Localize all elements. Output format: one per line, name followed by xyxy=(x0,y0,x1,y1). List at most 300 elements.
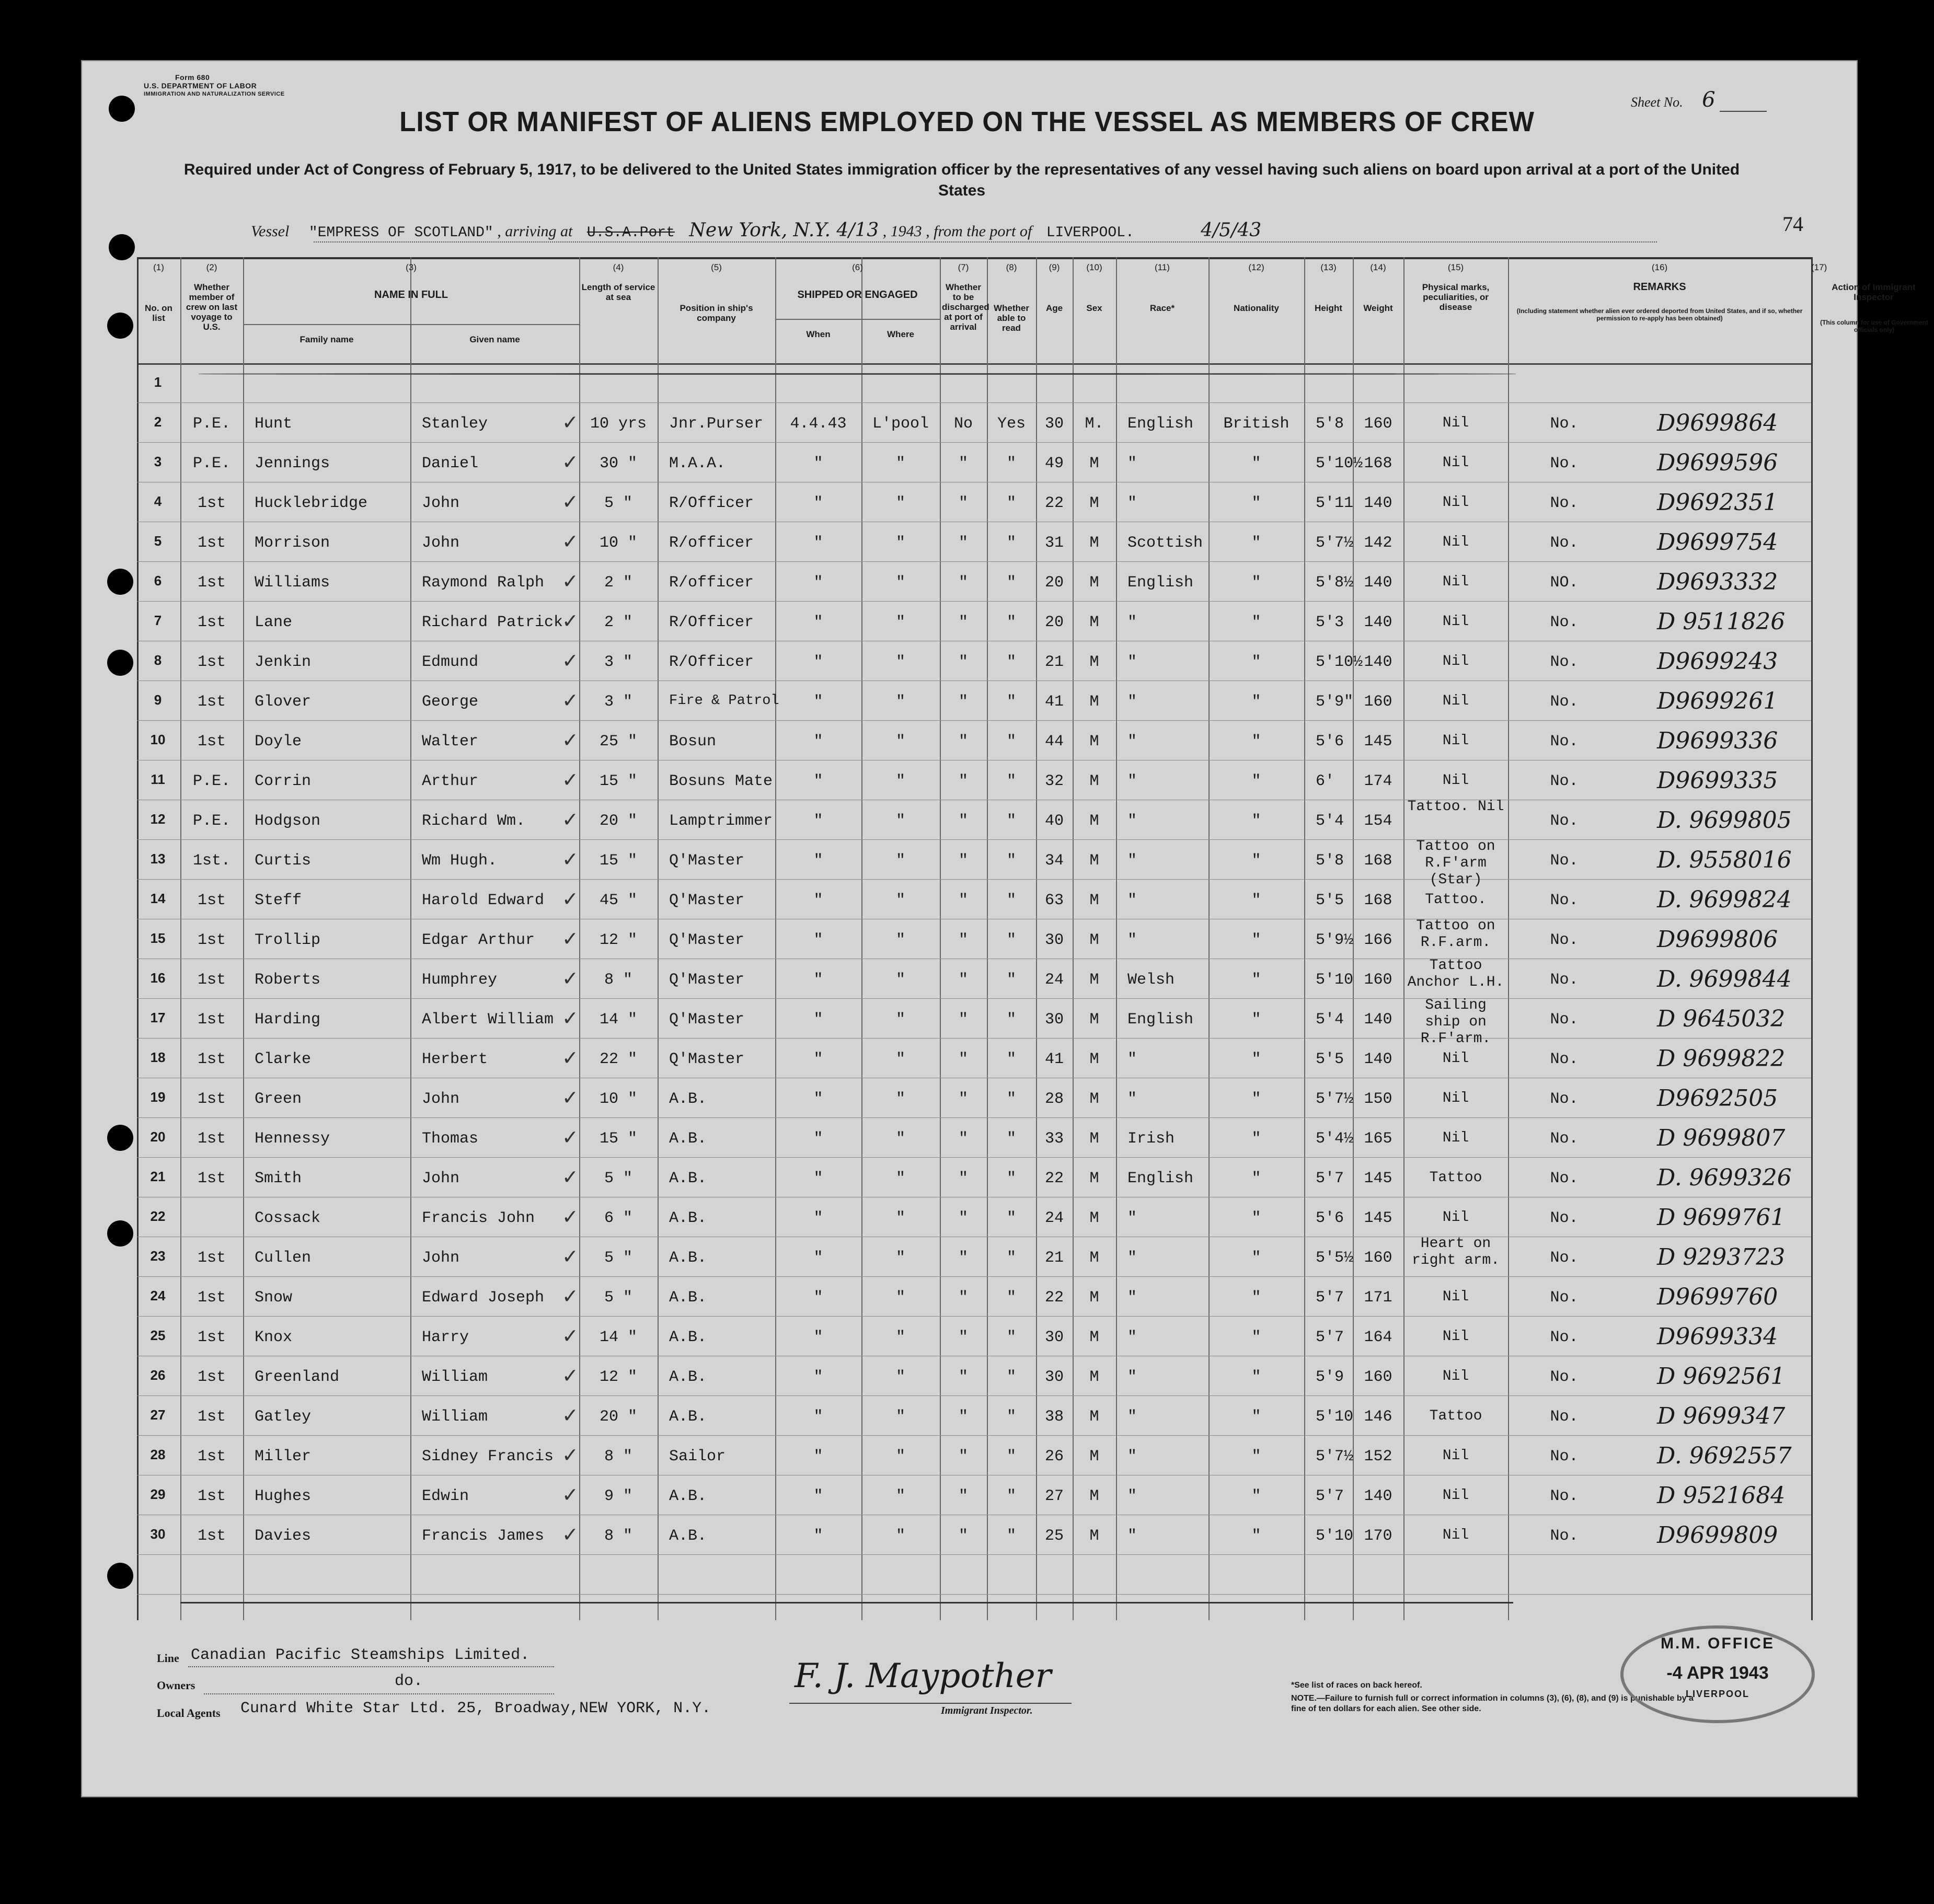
check-mark-icon: ✓ xyxy=(562,530,579,553)
cell-weight: 140 xyxy=(1364,1487,1392,1505)
row-line xyxy=(137,1117,1811,1118)
row-number: 25 xyxy=(150,1328,166,1343)
cell-sex: M xyxy=(1089,1329,1099,1346)
cell-remarks: No. xyxy=(1550,415,1579,433)
cell-position: A.B. xyxy=(669,1527,707,1545)
cell-position: M.A.A. xyxy=(669,455,726,472)
cell-read: " xyxy=(1006,812,1016,830)
cell-sex: M xyxy=(1089,971,1099,989)
cell-discharged: " xyxy=(958,772,968,790)
cell-height: 6' xyxy=(1316,772,1335,790)
cell-height: 5'5 xyxy=(1316,1051,1344,1068)
row-number: 18 xyxy=(150,1049,166,1065)
row-number: 29 xyxy=(150,1486,166,1502)
cell-given: Walter xyxy=(422,733,479,751)
year: , 1943 xyxy=(882,223,922,240)
cell-family: Glover xyxy=(255,693,312,711)
cell-sex: M xyxy=(1089,574,1099,592)
row-number: 14 xyxy=(150,891,166,906)
cell-position: Bosuns Mate xyxy=(669,772,773,790)
cell-service: 12 " xyxy=(599,931,637,949)
punch-hole xyxy=(109,234,135,260)
cell-given: Edmund xyxy=(422,653,479,671)
cell-given: Harold Edward xyxy=(422,892,545,909)
cell-read: " xyxy=(1006,772,1016,790)
cell-crew: P.E. xyxy=(192,812,231,830)
check-mark-icon: ✓ xyxy=(562,768,579,791)
cell-race: " xyxy=(1127,852,1137,870)
check-mark-icon: ✓ xyxy=(562,1364,579,1387)
cell-age: 30 xyxy=(1044,931,1064,949)
cell-age: 24 xyxy=(1044,1209,1064,1227)
cell-height: 5'7 xyxy=(1316,1487,1344,1505)
cell-remarks: No. xyxy=(1550,494,1579,512)
cell-given: Richard Patrick xyxy=(422,614,563,631)
cell-sex: M xyxy=(1089,812,1099,830)
check-mark-icon: ✓ xyxy=(562,1483,579,1506)
cell-family: Trollip xyxy=(255,931,321,949)
cell-race: " xyxy=(1127,812,1137,830)
cell-race: " xyxy=(1127,1209,1137,1227)
cell-nationality: " xyxy=(1251,614,1261,631)
cell-age: 26 xyxy=(1044,1448,1064,1465)
cell-crew: P.E. xyxy=(192,415,231,433)
cell-family: Jenkin xyxy=(255,653,312,671)
cell-nationality: " xyxy=(1251,455,1261,472)
departure-port: LIVERPOOL. xyxy=(1046,225,1134,241)
cell-weight: 166 xyxy=(1364,931,1392,949)
cell-age: 22 xyxy=(1044,1170,1064,1187)
check-mark-icon: ✓ xyxy=(562,927,579,950)
cell-where: " xyxy=(895,1209,905,1227)
cell-position: Q'Master xyxy=(669,1051,745,1068)
column-subheader-c3b: Given name xyxy=(469,334,520,344)
cell-nationality: " xyxy=(1251,1289,1261,1307)
cell-action: D. 9699805 xyxy=(1657,807,1792,834)
cell-where: " xyxy=(895,852,905,870)
cell-read: " xyxy=(1006,971,1016,989)
cell-height: 5'6 xyxy=(1316,733,1344,751)
cell-sex: M xyxy=(1089,1408,1099,1426)
cell-given: Raymond Ralph xyxy=(422,574,545,592)
struck-port: U.S.A.Port xyxy=(586,225,675,241)
cell-crew: 1st xyxy=(197,494,226,512)
cell-nationality: " xyxy=(1251,1368,1261,1386)
cell-family: Hughes xyxy=(255,1487,312,1505)
cell-position: A.B. xyxy=(669,1368,707,1386)
cell-service: 22 " xyxy=(599,1051,637,1068)
cell-nationality: " xyxy=(1251,1051,1261,1068)
row-line xyxy=(137,839,1811,840)
cell-given: Edgar Arthur xyxy=(422,931,535,949)
cell-read: " xyxy=(1006,1011,1016,1029)
cell-where: " xyxy=(895,812,905,830)
cell-where: " xyxy=(895,1249,905,1267)
cell-height: 5'4½ xyxy=(1316,1130,1354,1148)
form-number: Form 680 xyxy=(175,73,210,82)
cell-service: 2 " xyxy=(604,574,632,592)
cell-when: " xyxy=(813,653,823,671)
cell-given: John xyxy=(422,1249,460,1267)
cell-remarks: No. xyxy=(1550,614,1579,631)
cell-where: " xyxy=(895,1011,905,1029)
cell-marks: Nil xyxy=(1442,614,1469,630)
cell-sex: M xyxy=(1089,892,1099,909)
cell-position: Sailor xyxy=(669,1448,726,1465)
cell-nationality: " xyxy=(1251,892,1261,909)
check-mark-icon: ✓ xyxy=(562,609,579,632)
cell-nationality: " xyxy=(1251,1090,1261,1108)
cell-where: " xyxy=(895,494,905,512)
cell-when: " xyxy=(813,1368,823,1386)
cell-discharged: " xyxy=(958,1090,968,1108)
cell-sex: M xyxy=(1089,852,1099,870)
cell-discharged: " xyxy=(958,733,968,751)
cell-given: Sidney Francis xyxy=(422,1448,554,1465)
cell-remarks: No. xyxy=(1550,1368,1579,1386)
row-number: 2 xyxy=(154,414,162,430)
cell-read: " xyxy=(1006,1527,1016,1545)
service: IMMIGRATION AND NATURALIZATION SERVICE xyxy=(144,91,285,97)
cell-marks: Nil xyxy=(1442,1130,1469,1146)
cell-when: " xyxy=(813,494,823,512)
cell-height: 5'9" xyxy=(1316,693,1354,711)
cell-height: 5'9½ xyxy=(1316,931,1354,949)
cell-height: 5'10 xyxy=(1316,1527,1354,1545)
cell-service: 3 " xyxy=(604,653,632,671)
cell-where: " xyxy=(895,1408,905,1426)
cell-given: William xyxy=(422,1368,488,1386)
cell-height: 5'8 xyxy=(1316,415,1344,433)
cell-weight: 168 xyxy=(1364,852,1392,870)
cell-weight: 142 xyxy=(1364,534,1392,552)
column-header-c2: Whether member of crew on last voyage to U.S. xyxy=(186,282,238,332)
cell-age: 20 xyxy=(1044,614,1064,631)
cell-nationality: " xyxy=(1251,1329,1261,1346)
cell-race: " xyxy=(1127,1051,1137,1068)
cell-given: George xyxy=(422,693,479,711)
inspector-signature: F. J. Maypother xyxy=(795,1657,1052,1695)
cell-marks: Tattoo. xyxy=(1425,892,1487,908)
cell-family: Hodgson xyxy=(255,812,321,830)
cell-weight: 171 xyxy=(1364,1289,1392,1307)
cell-given: Edward Joseph xyxy=(422,1289,545,1307)
column-divider xyxy=(410,257,411,1620)
cell-family: Steff xyxy=(255,892,302,909)
cell-action: D9699806 xyxy=(1657,926,1778,953)
cell-service: 14 " xyxy=(599,1329,637,1346)
check-mark-icon: ✓ xyxy=(562,490,579,513)
cell-service: 8 " xyxy=(604,1527,632,1545)
cell-action: D 9699822 xyxy=(1657,1045,1786,1072)
cell-nationality: " xyxy=(1251,772,1261,790)
cell-action: D 9521684 xyxy=(1657,1482,1786,1509)
check-mark-icon: ✓ xyxy=(562,1166,579,1188)
cell-crew: 1st xyxy=(197,574,226,592)
column-header-c16: REMARKS xyxy=(1633,281,1686,293)
cell-action: D9699596 xyxy=(1657,449,1778,476)
cell-marks: Nil xyxy=(1442,733,1469,749)
cell-remarks: No. xyxy=(1550,931,1579,949)
check-mark-icon: ✓ xyxy=(562,1007,579,1030)
row-number: 19 xyxy=(150,1089,166,1105)
cell-remarks: No. xyxy=(1550,693,1579,711)
row-number: 9 xyxy=(154,692,162,708)
cell-position: R/officer xyxy=(669,534,754,552)
cell-action: D9699335 xyxy=(1657,767,1778,794)
cell-action: D 9645032 xyxy=(1657,1006,1786,1032)
cell-when: " xyxy=(813,772,823,790)
column-divider xyxy=(1304,257,1305,1620)
cell-age: 63 xyxy=(1044,892,1064,909)
cell-race: " xyxy=(1127,455,1137,472)
cell-remarks: No. xyxy=(1550,852,1579,870)
cell-weight: 150 xyxy=(1364,1090,1392,1108)
punch-hole xyxy=(107,1220,133,1247)
row-number: 13 xyxy=(150,851,166,867)
cell-race: English xyxy=(1127,1011,1194,1029)
cell-given: Humphrey xyxy=(422,971,498,989)
cell-where: " xyxy=(895,971,905,989)
row-number: 27 xyxy=(150,1407,166,1423)
cell-action: D9699336 xyxy=(1657,728,1778,754)
cell-discharged: " xyxy=(958,1051,968,1068)
cell-marks: Nil xyxy=(1442,1368,1469,1384)
cell-when: " xyxy=(813,574,823,592)
cell-read: " xyxy=(1006,1487,1016,1505)
row-number: 24 xyxy=(150,1288,166,1303)
cell-discharged: " xyxy=(958,1448,968,1465)
cell-sex: M xyxy=(1089,733,1099,751)
cell-when: " xyxy=(813,1448,823,1465)
cell-marks: Sailing ship on R.F'arm. xyxy=(1420,997,1491,1047)
cell-height: 5'7½ xyxy=(1316,534,1354,552)
column-divider xyxy=(1116,257,1117,1620)
row-line xyxy=(137,1395,1811,1396)
cell-position: R/Officer xyxy=(669,614,754,631)
cell-action: D 9293723 xyxy=(1657,1244,1786,1271)
cell-read: " xyxy=(1006,1249,1016,1267)
cell-weight: 160 xyxy=(1364,1249,1392,1267)
cell-nationality: " xyxy=(1251,693,1261,711)
cell-crew: 1st xyxy=(197,1527,226,1545)
cell-nationality: " xyxy=(1251,574,1261,592)
cell-discharged: " xyxy=(958,812,968,830)
cell-given: Francis John xyxy=(422,1209,535,1227)
cell-when: " xyxy=(813,455,823,472)
cell-discharged: " xyxy=(958,892,968,909)
cell-action: D9699864 xyxy=(1657,410,1778,436)
cell-sex: M xyxy=(1089,614,1099,631)
from-label: , from the port of xyxy=(926,223,1032,240)
cell-age: 30 xyxy=(1044,1368,1064,1386)
cell-crew: 1st xyxy=(197,1487,226,1505)
cell-family: Gatley xyxy=(255,1408,312,1426)
check-mark-icon: ✓ xyxy=(562,1046,579,1069)
cell-remarks: No. xyxy=(1550,772,1579,790)
cell-age: 38 xyxy=(1044,1408,1064,1426)
column-number: (4) xyxy=(613,262,624,272)
cell-when: " xyxy=(813,812,823,830)
punch-hole xyxy=(109,96,135,122)
cell-remarks: No. xyxy=(1550,1289,1579,1307)
page-subtitle: Required under Act of Congress of February 5, 1917, to be delivered to the United States immigration officer by the representatives of any vessel having such aliens on board upon arrival at a port of the United States xyxy=(183,161,1740,199)
cell-service: 14 " xyxy=(599,1011,637,1029)
cell-discharged: " xyxy=(958,931,968,949)
cell-nationality: " xyxy=(1251,1170,1261,1187)
cell-where: L'pool xyxy=(872,415,929,433)
cell-family: Knox xyxy=(255,1329,293,1346)
cell-marks: Nil xyxy=(1442,1527,1469,1543)
cell-position: R/Officer xyxy=(669,653,754,671)
cell-crew: 1st xyxy=(197,1090,226,1108)
row-number: 7 xyxy=(154,613,162,628)
row-number: 20 xyxy=(150,1129,166,1145)
cell-service: 30 " xyxy=(599,455,637,472)
row-number: 12 xyxy=(150,811,166,827)
cell-sex: M xyxy=(1089,693,1099,711)
cell-height: 5'5½ xyxy=(1316,1249,1354,1267)
column-header-c12: Nationality xyxy=(1234,303,1279,313)
cell-remarks: No. xyxy=(1550,1011,1579,1029)
cell-action: D9699261 xyxy=(1657,688,1778,714)
cell-service: 10 yrs xyxy=(590,415,647,433)
cell-where: " xyxy=(895,1527,905,1545)
cell-marks: Tattoo xyxy=(1429,1170,1482,1186)
cell-when: " xyxy=(813,1249,823,1267)
punch-hole xyxy=(107,313,133,339)
check-mark-icon: ✓ xyxy=(562,1404,579,1427)
vessel-name: "EMPRESS OF SCOTLAND" xyxy=(308,225,493,241)
cell-nationality: " xyxy=(1251,1130,1261,1148)
cell-where: " xyxy=(895,1289,905,1307)
row-line xyxy=(137,1594,1811,1595)
cell-race: " xyxy=(1127,1249,1137,1267)
cell-weight: 160 xyxy=(1364,415,1392,433)
column-subheader-c6a: When xyxy=(806,329,831,339)
punch-hole xyxy=(107,1125,133,1151)
cell-race: Welsh xyxy=(1127,971,1175,989)
cell-remarks: No. xyxy=(1550,653,1579,671)
column-header-c1: No. on list xyxy=(145,303,172,323)
row-line xyxy=(137,1157,1811,1158)
agents-value: Cunard White Star Ltd. 25, Broadway,NEW YORK, N.Y. xyxy=(240,1700,711,1717)
cell-weight: 140 xyxy=(1364,1051,1392,1068)
cell-service: 20 " xyxy=(599,812,637,830)
column-header-c5: Position in ship's company xyxy=(680,303,753,323)
cell-marks: Nil xyxy=(1442,1487,1469,1504)
check-mark-icon: ✓ xyxy=(562,848,579,871)
column-header-c17: Action of Immigrant Inspector xyxy=(1832,282,1916,302)
cell-crew: 1st xyxy=(197,1408,226,1426)
column-number: (8) xyxy=(1006,262,1017,272)
cell-discharged: " xyxy=(958,1170,968,1187)
cell-weight: 168 xyxy=(1364,892,1392,909)
cell-age: 24 xyxy=(1044,971,1064,989)
cell-marks: Nil xyxy=(1442,1448,1469,1464)
cell-marks: Nil xyxy=(1442,534,1469,550)
vessel-label: Vessel xyxy=(251,223,290,240)
cell-family: Hunt xyxy=(255,415,293,433)
cell-discharged: " xyxy=(958,1209,968,1227)
cell-action: D9692505 xyxy=(1657,1085,1778,1112)
cell-crew: 1st xyxy=(197,1011,226,1029)
cell-action: D. 9699844 xyxy=(1657,966,1792,993)
cell-crew: 1st xyxy=(197,1329,226,1346)
cell-read: " xyxy=(1006,1170,1016,1187)
column-header-c3: NAME IN FULL xyxy=(374,289,448,301)
column-header-c14: Weight xyxy=(1363,303,1393,313)
vessel-line xyxy=(251,220,1662,241)
cell-weight: 154 xyxy=(1364,812,1392,830)
sheet-label: Sheet No. xyxy=(1631,95,1683,110)
cell-discharged: " xyxy=(958,455,968,472)
cell-marks: Nil xyxy=(1442,1051,1469,1067)
cell-crew: 1st xyxy=(197,1130,226,1148)
cell-discharged: " xyxy=(958,494,968,512)
cell-weight: 146 xyxy=(1364,1408,1392,1426)
cell-weight: 168 xyxy=(1364,455,1392,472)
cell-service: 20 " xyxy=(599,1408,637,1426)
page-title: LIST OR MANIFEST OF ALIENS EMPLOYED ON THE VESSEL AS MEMBERS OF CREW xyxy=(399,106,1535,137)
column-divider xyxy=(658,257,659,1620)
cell-service: 10 " xyxy=(599,534,637,552)
column-number: (1) xyxy=(153,262,164,272)
cell-position: Q'Master xyxy=(669,1011,745,1029)
cell-discharged: " xyxy=(958,1011,968,1029)
row-number: 16 xyxy=(150,970,166,986)
cell-where: " xyxy=(895,1487,905,1505)
row-number: 30 xyxy=(150,1526,166,1542)
row-line xyxy=(137,442,1811,443)
cell-discharged: " xyxy=(958,1487,968,1505)
cell-age: 33 xyxy=(1044,1130,1064,1148)
cell-remarks: No. xyxy=(1550,1408,1579,1426)
cell-age: 40 xyxy=(1044,812,1064,830)
cell-race: " xyxy=(1127,1368,1137,1386)
cell-family: Morrison xyxy=(255,534,330,552)
cell-race: Scottish xyxy=(1127,534,1203,552)
cell-remarks: No. xyxy=(1550,455,1579,472)
cell-service: 10 " xyxy=(599,1090,637,1108)
cell-nationality: " xyxy=(1251,1527,1261,1545)
cell-when: " xyxy=(813,852,823,870)
cell-race: " xyxy=(1127,1289,1137,1307)
row-number: 5 xyxy=(154,533,162,549)
cell-height: 5'4 xyxy=(1316,1011,1344,1029)
cell-sex: M xyxy=(1089,1130,1099,1148)
cell-position: A.B. xyxy=(669,1408,707,1426)
cell-age: 49 xyxy=(1044,455,1064,472)
cell-where: " xyxy=(895,892,905,909)
cell-race: " xyxy=(1127,494,1137,512)
column-number: (13) xyxy=(1320,262,1337,272)
cell-remarks: No. xyxy=(1550,1130,1579,1148)
cell-read: " xyxy=(1006,733,1016,751)
cell-family: Green xyxy=(255,1090,302,1108)
cell-discharged: " xyxy=(958,614,968,631)
cell-position: A.B. xyxy=(669,1130,707,1148)
cell-sex: M xyxy=(1089,455,1099,472)
check-mark-icon: ✓ xyxy=(562,570,579,593)
cell-service: 12 " xyxy=(599,1368,637,1386)
cell-sex: M xyxy=(1089,1051,1099,1068)
cell-remarks: No. xyxy=(1550,534,1579,552)
cell-position: Lamptrimmer xyxy=(669,812,773,830)
row-line xyxy=(137,680,1811,681)
cell-where: " xyxy=(895,693,905,711)
cell-read: " xyxy=(1006,852,1016,870)
